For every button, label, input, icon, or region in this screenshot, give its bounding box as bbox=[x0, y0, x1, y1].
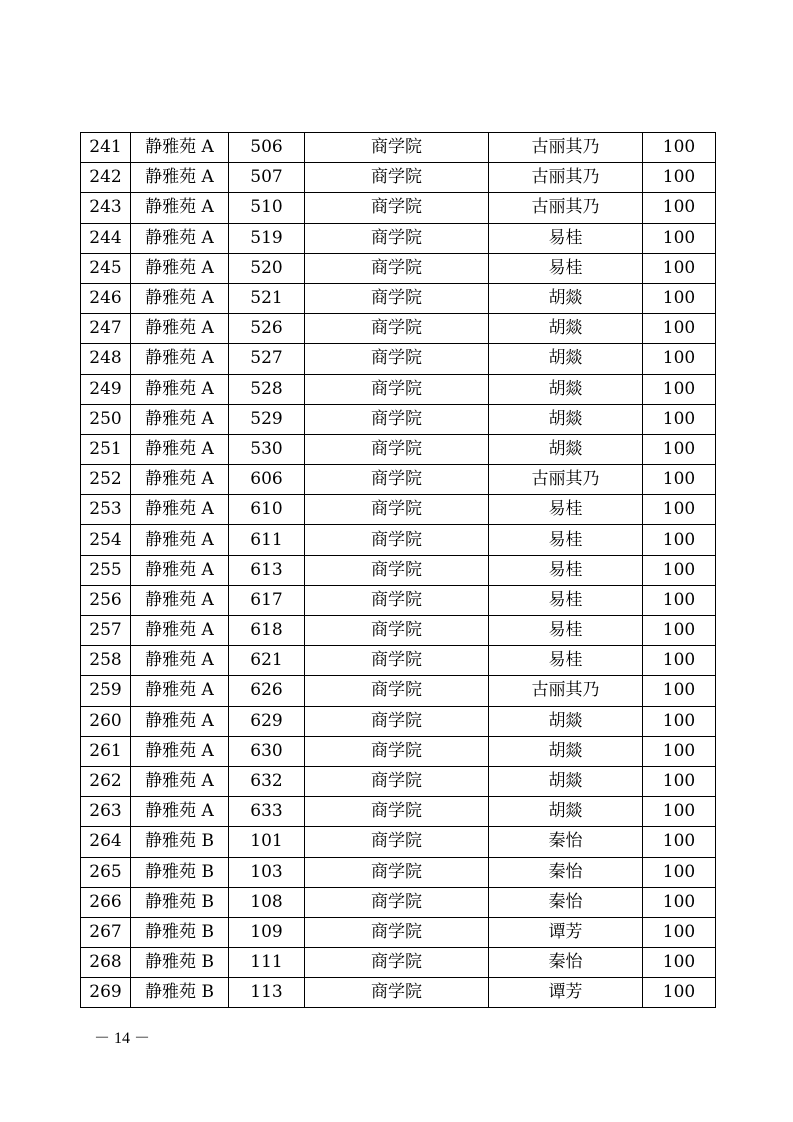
cell-person: 秦怡 bbox=[489, 827, 643, 857]
cell-college: 商学院 bbox=[305, 404, 489, 434]
table-row bbox=[81, 193, 716, 223]
cell-person: 易桂 bbox=[489, 253, 643, 283]
cell-room: 521 bbox=[229, 283, 305, 313]
cell-person: 古丽其乃 bbox=[489, 676, 643, 706]
records-table-body bbox=[81, 133, 716, 1008]
cell-person: 谭芳 bbox=[489, 978, 643, 1008]
cell-building: 静雅苑 A bbox=[131, 193, 229, 223]
cell-no: 268 bbox=[81, 948, 131, 978]
cell-room: 529 bbox=[229, 404, 305, 434]
table-row bbox=[81, 404, 716, 434]
table-row bbox=[81, 736, 716, 766]
cell-score: 100 bbox=[643, 253, 716, 283]
cell-building: 静雅苑 B bbox=[131, 917, 229, 947]
cell-no: 244 bbox=[81, 223, 131, 253]
cell-building: 静雅苑 B bbox=[131, 827, 229, 857]
cell-person: 胡燚 bbox=[489, 404, 643, 434]
cell-person: 秦怡 bbox=[489, 857, 643, 887]
cell-building: 静雅苑 B bbox=[131, 978, 229, 1008]
cell-person: 易桂 bbox=[489, 555, 643, 585]
page-number: － 14 － bbox=[94, 1030, 151, 1047]
cell-person: 易桂 bbox=[489, 223, 643, 253]
cell-building: 静雅苑 A bbox=[131, 253, 229, 283]
cell-person: 古丽其乃 bbox=[489, 133, 643, 163]
cell-college: 商学院 bbox=[305, 253, 489, 283]
cell-score: 100 bbox=[643, 948, 716, 978]
cell-person: 胡燚 bbox=[489, 766, 643, 796]
records-table bbox=[80, 132, 716, 1008]
table-row bbox=[81, 706, 716, 736]
cell-room: 507 bbox=[229, 163, 305, 193]
cell-room: 113 bbox=[229, 978, 305, 1008]
cell-room: 520 bbox=[229, 253, 305, 283]
cell-room: 111 bbox=[229, 948, 305, 978]
cell-person: 易桂 bbox=[489, 646, 643, 676]
cell-no: 242 bbox=[81, 163, 131, 193]
table-row bbox=[81, 887, 716, 917]
cell-no: 257 bbox=[81, 616, 131, 646]
cell-room: 606 bbox=[229, 465, 305, 495]
table-row bbox=[81, 857, 716, 887]
cell-room: 611 bbox=[229, 525, 305, 555]
cell-college: 商学院 bbox=[305, 314, 489, 344]
cell-room: 617 bbox=[229, 585, 305, 615]
cell-building: 静雅苑 A bbox=[131, 133, 229, 163]
cell-room: 506 bbox=[229, 133, 305, 163]
cell-room: 626 bbox=[229, 676, 305, 706]
cell-person: 胡燚 bbox=[489, 344, 643, 374]
cell-college: 商学院 bbox=[305, 827, 489, 857]
cell-building: 静雅苑 B bbox=[131, 857, 229, 887]
cell-no: 256 bbox=[81, 585, 131, 615]
cell-building: 静雅苑 A bbox=[131, 766, 229, 796]
table-row bbox=[81, 948, 716, 978]
cell-college: 商学院 bbox=[305, 676, 489, 706]
cell-no: 251 bbox=[81, 434, 131, 464]
cell-person: 秦怡 bbox=[489, 948, 643, 978]
cell-person: 胡燚 bbox=[489, 434, 643, 464]
cell-score: 100 bbox=[643, 163, 716, 193]
cell-building: 静雅苑 A bbox=[131, 616, 229, 646]
cell-score: 100 bbox=[643, 978, 716, 1008]
cell-room: 101 bbox=[229, 827, 305, 857]
table-row bbox=[81, 646, 716, 676]
cell-score: 100 bbox=[643, 736, 716, 766]
cell-college: 商学院 bbox=[305, 646, 489, 676]
table-row bbox=[81, 133, 716, 163]
table-row bbox=[81, 253, 716, 283]
cell-room: 613 bbox=[229, 555, 305, 585]
cell-score: 100 bbox=[643, 314, 716, 344]
cell-room: 530 bbox=[229, 434, 305, 464]
cell-room: 526 bbox=[229, 314, 305, 344]
cell-score: 100 bbox=[643, 555, 716, 585]
cell-building: 静雅苑 A bbox=[131, 465, 229, 495]
cell-score: 100 bbox=[643, 133, 716, 163]
cell-score: 100 bbox=[643, 676, 716, 706]
cell-no: 264 bbox=[81, 827, 131, 857]
cell-building: 静雅苑 A bbox=[131, 676, 229, 706]
cell-college: 商学院 bbox=[305, 344, 489, 374]
cell-score: 100 bbox=[643, 344, 716, 374]
table-row bbox=[81, 917, 716, 947]
cell-building: 静雅苑 A bbox=[131, 646, 229, 676]
cell-person: 易桂 bbox=[489, 495, 643, 525]
table-row bbox=[81, 223, 716, 253]
cell-room: 632 bbox=[229, 766, 305, 796]
cell-college: 商学院 bbox=[305, 374, 489, 404]
cell-no: 246 bbox=[81, 283, 131, 313]
cell-college: 商学院 bbox=[305, 616, 489, 646]
table-row bbox=[81, 525, 716, 555]
cell-college: 商学院 bbox=[305, 525, 489, 555]
cell-room: 633 bbox=[229, 797, 305, 827]
cell-person: 胡燚 bbox=[489, 283, 643, 313]
cell-person: 易桂 bbox=[489, 616, 643, 646]
cell-no: 255 bbox=[81, 555, 131, 585]
cell-no: 263 bbox=[81, 797, 131, 827]
cell-building: 静雅苑 A bbox=[131, 736, 229, 766]
cell-person: 易桂 bbox=[489, 525, 643, 555]
table-row bbox=[81, 374, 716, 404]
table-row bbox=[81, 434, 716, 464]
cell-college: 商学院 bbox=[305, 283, 489, 313]
cell-no: 253 bbox=[81, 495, 131, 525]
cell-person: 胡燚 bbox=[489, 374, 643, 404]
table-row bbox=[81, 676, 716, 706]
cell-building: 静雅苑 A bbox=[131, 163, 229, 193]
cell-building: 静雅苑 B bbox=[131, 887, 229, 917]
cell-score: 100 bbox=[643, 374, 716, 404]
cell-building: 静雅苑 A bbox=[131, 223, 229, 253]
cell-college: 商学院 bbox=[305, 495, 489, 525]
cell-room: 528 bbox=[229, 374, 305, 404]
cell-room: 629 bbox=[229, 706, 305, 736]
cell-college: 商学院 bbox=[305, 736, 489, 766]
cell-room: 630 bbox=[229, 736, 305, 766]
cell-no: 260 bbox=[81, 706, 131, 736]
cell-score: 100 bbox=[643, 797, 716, 827]
table-row bbox=[81, 616, 716, 646]
cell-person: 胡燚 bbox=[489, 314, 643, 344]
cell-building: 静雅苑 B bbox=[131, 948, 229, 978]
cell-building: 静雅苑 A bbox=[131, 283, 229, 313]
cell-score: 100 bbox=[643, 616, 716, 646]
cell-score: 100 bbox=[643, 827, 716, 857]
cell-no: 241 bbox=[81, 133, 131, 163]
cell-college: 商学院 bbox=[305, 163, 489, 193]
cell-college: 商学院 bbox=[305, 706, 489, 736]
cell-no: 248 bbox=[81, 344, 131, 374]
cell-college: 商学院 bbox=[305, 797, 489, 827]
cell-building: 静雅苑 A bbox=[131, 434, 229, 464]
cell-score: 100 bbox=[643, 404, 716, 434]
cell-no: 261 bbox=[81, 736, 131, 766]
cell-no: 254 bbox=[81, 525, 131, 555]
cell-college: 商学院 bbox=[305, 857, 489, 887]
cell-room: 519 bbox=[229, 223, 305, 253]
table-row bbox=[81, 797, 716, 827]
cell-no: 243 bbox=[81, 193, 131, 223]
cell-score: 100 bbox=[643, 495, 716, 525]
cell-college: 商学院 bbox=[305, 434, 489, 464]
cell-no: 259 bbox=[81, 676, 131, 706]
cell-college: 商学院 bbox=[305, 223, 489, 253]
cell-college: 商学院 bbox=[305, 978, 489, 1008]
cell-building: 静雅苑 A bbox=[131, 525, 229, 555]
cell-person: 胡燚 bbox=[489, 706, 643, 736]
cell-person: 易桂 bbox=[489, 585, 643, 615]
cell-no: 245 bbox=[81, 253, 131, 283]
cell-room: 103 bbox=[229, 857, 305, 887]
table-row bbox=[81, 283, 716, 313]
cell-person: 胡燚 bbox=[489, 797, 643, 827]
cell-no: 250 bbox=[81, 404, 131, 434]
table-row bbox=[81, 766, 716, 796]
cell-college: 商学院 bbox=[305, 133, 489, 163]
table-row bbox=[81, 314, 716, 344]
cell-building: 静雅苑 A bbox=[131, 495, 229, 525]
cell-building: 静雅苑 A bbox=[131, 344, 229, 374]
cell-room: 618 bbox=[229, 616, 305, 646]
cell-score: 100 bbox=[643, 465, 716, 495]
cell-score: 100 bbox=[643, 223, 716, 253]
cell-building: 静雅苑 A bbox=[131, 374, 229, 404]
cell-room: 510 bbox=[229, 193, 305, 223]
cell-no: 252 bbox=[81, 465, 131, 495]
cell-room: 108 bbox=[229, 887, 305, 917]
table-row bbox=[81, 555, 716, 585]
table-row bbox=[81, 465, 716, 495]
cell-score: 100 bbox=[643, 434, 716, 464]
cell-score: 100 bbox=[643, 283, 716, 313]
cell-college: 商学院 bbox=[305, 948, 489, 978]
cell-person: 古丽其乃 bbox=[489, 193, 643, 223]
cell-building: 静雅苑 A bbox=[131, 404, 229, 434]
table-row bbox=[81, 495, 716, 525]
cell-room: 621 bbox=[229, 646, 305, 676]
cell-person: 古丽其乃 bbox=[489, 163, 643, 193]
cell-building: 静雅苑 A bbox=[131, 585, 229, 615]
cell-room: 610 bbox=[229, 495, 305, 525]
cell-no: 266 bbox=[81, 887, 131, 917]
cell-person: 胡燚 bbox=[489, 736, 643, 766]
cell-person: 古丽其乃 bbox=[489, 465, 643, 495]
table-row bbox=[81, 827, 716, 857]
table-row bbox=[81, 163, 716, 193]
cell-score: 100 bbox=[643, 706, 716, 736]
cell-no: 267 bbox=[81, 917, 131, 947]
table-row bbox=[81, 344, 716, 374]
cell-building: 静雅苑 A bbox=[131, 555, 229, 585]
cell-room: 527 bbox=[229, 344, 305, 374]
cell-college: 商学院 bbox=[305, 465, 489, 495]
cell-score: 100 bbox=[643, 766, 716, 796]
table-row bbox=[81, 585, 716, 615]
cell-college: 商学院 bbox=[305, 193, 489, 223]
cell-no: 269 bbox=[81, 978, 131, 1008]
cell-person: 秦怡 bbox=[489, 887, 643, 917]
cell-building: 静雅苑 A bbox=[131, 797, 229, 827]
cell-college: 商学院 bbox=[305, 766, 489, 796]
cell-score: 100 bbox=[643, 857, 716, 887]
cell-score: 100 bbox=[643, 887, 716, 917]
cell-no: 265 bbox=[81, 857, 131, 887]
cell-college: 商学院 bbox=[305, 917, 489, 947]
cell-building: 静雅苑 A bbox=[131, 706, 229, 736]
cell-college: 商学院 bbox=[305, 555, 489, 585]
cell-no: 258 bbox=[81, 646, 131, 676]
cell-score: 100 bbox=[643, 646, 716, 676]
cell-room: 109 bbox=[229, 917, 305, 947]
cell-college: 商学院 bbox=[305, 887, 489, 917]
cell-no: 247 bbox=[81, 314, 131, 344]
cell-score: 100 bbox=[643, 917, 716, 947]
cell-no: 262 bbox=[81, 766, 131, 796]
cell-college: 商学院 bbox=[305, 585, 489, 615]
cell-score: 100 bbox=[643, 525, 716, 555]
cell-score: 100 bbox=[643, 585, 716, 615]
cell-building: 静雅苑 A bbox=[131, 314, 229, 344]
table-row bbox=[81, 978, 716, 1008]
cell-person: 谭芳 bbox=[489, 917, 643, 947]
cell-no: 249 bbox=[81, 374, 131, 404]
cell-score: 100 bbox=[643, 193, 716, 223]
